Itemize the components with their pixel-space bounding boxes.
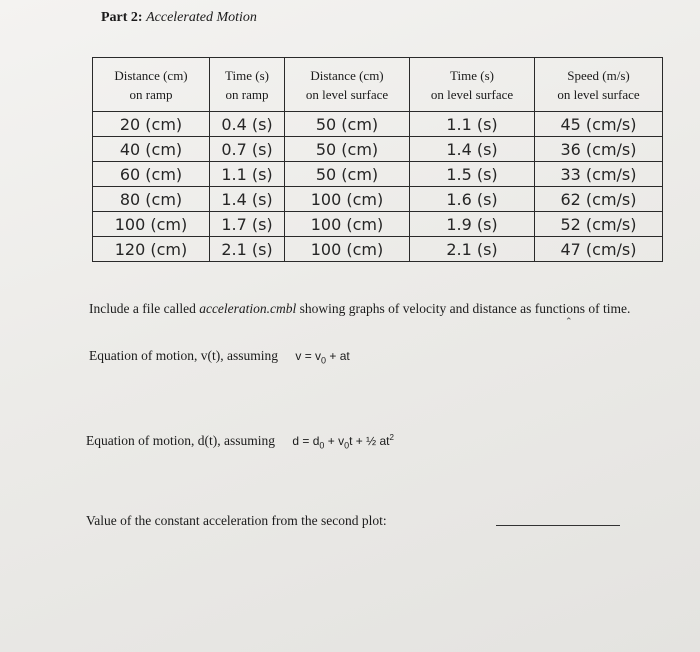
table-row xyxy=(93,237,663,262)
table-cell: 80 (cm) xyxy=(93,187,210,212)
table-cell: 100 (cm) xyxy=(285,187,410,212)
table-row xyxy=(93,162,663,187)
table-cell: 120 (cm) xyxy=(93,237,210,262)
table-cell: 50 (cm) xyxy=(285,137,410,162)
table-cell: 47 (cm/s) xyxy=(535,237,663,262)
header-cell: Distance (cm) xyxy=(93,58,210,85)
table-cell: 0.7 (s) xyxy=(210,137,285,162)
caret-mark: ⌃ xyxy=(565,316,573,326)
table-cell: 2.1 (s) xyxy=(410,237,535,262)
distance-label: Equation of motion, d(t), assuming xyxy=(86,433,275,448)
acceleration-label: Value of the constant acceleration from the second plot: xyxy=(86,513,387,528)
table-cell: 45 (cm/s) xyxy=(535,112,663,137)
table-cell: 50 (cm) xyxy=(285,112,410,137)
table-cell: 36 (cm/s) xyxy=(535,137,663,162)
table-cell: 0.4 (s) xyxy=(210,112,285,137)
table-cell: 40 (cm) xyxy=(93,137,210,162)
velocity-equation: $v = v_0$ + at xyxy=(295,349,350,366)
header-cell: Time (s) xyxy=(410,58,535,85)
table-cell: 50 (cm) xyxy=(285,162,410,187)
header-cell: on ramp xyxy=(93,84,210,112)
file-instruction-prefix: Include a file called xyxy=(89,301,200,316)
header-cell: on level surface xyxy=(535,84,663,112)
header-cell: on ramp xyxy=(210,84,285,112)
table-cell: 1.6 (s) xyxy=(410,187,535,212)
header-cell: Time (s) xyxy=(210,58,285,85)
table-cell: 100 (cm) xyxy=(285,237,410,262)
table-cell: 100 (cm) xyxy=(93,212,210,237)
table-cell: 1.5 (s) xyxy=(410,162,535,187)
velocity-equation-prompt xyxy=(89,347,350,369)
table-cell: 1.1 (s) xyxy=(210,162,285,187)
table-cell: 20 (cm) xyxy=(93,112,210,137)
header-cell: Speed (m/s) xyxy=(535,58,663,85)
table-cell: 1.1 (s) xyxy=(410,112,535,137)
table-cell: 52 (cm/s) xyxy=(535,212,663,237)
table-cell: 1.4 (s) xyxy=(410,137,535,162)
section-heading xyxy=(101,10,257,26)
table-cell: 1.4 (s) xyxy=(210,187,285,212)
acceleration-prompt xyxy=(86,512,387,530)
table-cell: 33 (cm/s) xyxy=(535,162,663,187)
header-row-2 xyxy=(93,84,663,112)
table-row xyxy=(93,212,663,237)
table-cell: 2.1 (s) xyxy=(210,237,285,262)
table-row xyxy=(93,112,663,137)
data-table xyxy=(92,57,663,262)
acceleration-answer-blank[interactable] xyxy=(496,525,620,526)
section-title: Accelerated Motion xyxy=(146,10,257,25)
table-cell: 60 (cm) xyxy=(93,162,210,187)
header-row-1 xyxy=(93,58,663,85)
header-cell: on level surface xyxy=(410,84,535,112)
table-cell: 100 (cm) xyxy=(285,212,410,237)
distance-equation: $d = d_0 + v_0t$ + ½ $at^2$ xyxy=(292,433,394,451)
velocity-label: Equation of motion, v(t), assuming xyxy=(89,348,278,363)
part-label: Part 2: xyxy=(101,10,143,25)
file-instruction-suffix: showing graphs of velocity and distance as functions of time. xyxy=(296,301,631,316)
distance-equation-prompt xyxy=(86,429,394,454)
file-name: acceleration.cmbl xyxy=(199,301,297,316)
table-cell: 1.9 (s) xyxy=(410,212,535,237)
table-row xyxy=(93,137,663,162)
table-row xyxy=(93,187,663,212)
table-cell: 1.7 (s) xyxy=(210,212,285,237)
header-cell: Distance (cm) xyxy=(285,58,410,85)
table-cell: 62 (cm/s) xyxy=(535,187,663,212)
header-cell: on level surface xyxy=(285,84,410,112)
